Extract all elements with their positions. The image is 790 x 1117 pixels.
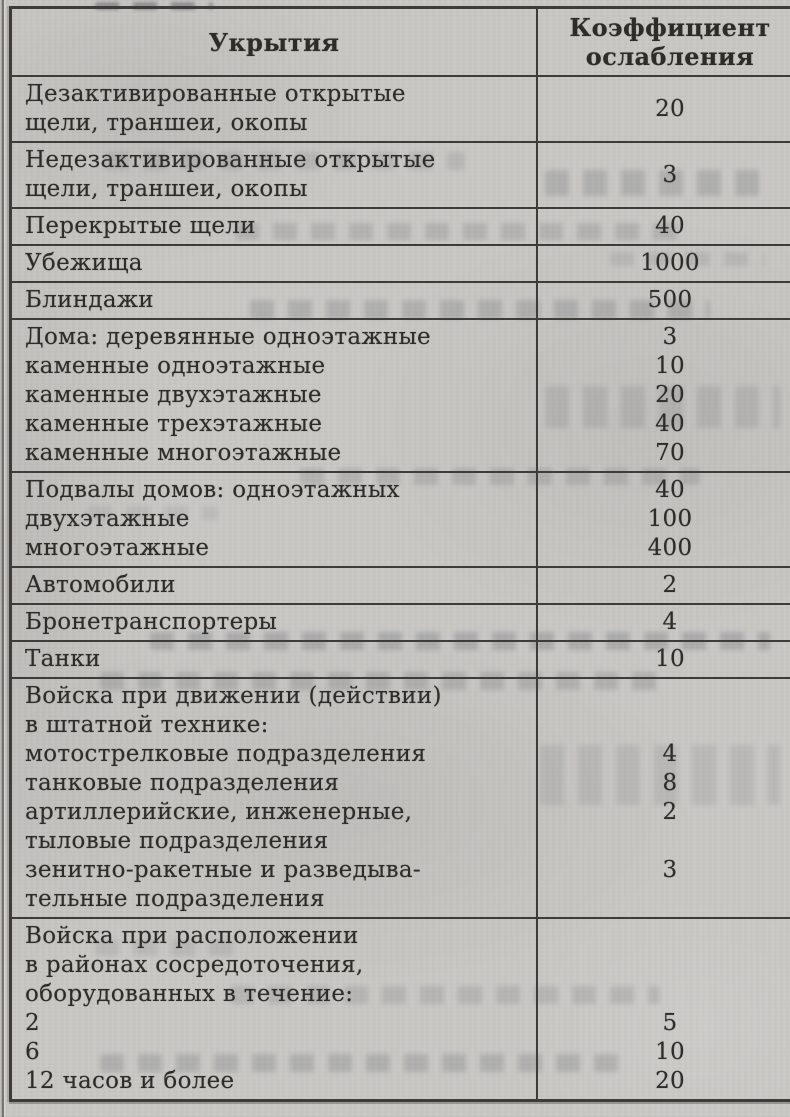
shelter-line: Дома: деревянные одноэтажные xyxy=(25,324,431,350)
shelter-cell xyxy=(11,604,538,641)
shelter-line: Войска при расположении xyxy=(25,923,359,949)
coefficient-value xyxy=(538,951,790,980)
coefficient-value xyxy=(538,827,790,856)
shelter-line: Блиндажи xyxy=(25,287,154,313)
coefficient-value: 3 xyxy=(662,161,678,188)
shelter-line: артиллерийские, инженерные, xyxy=(25,799,413,825)
shelter-line: Дезактивированные открытые xyxy=(25,81,406,107)
shelter-line: Убежища xyxy=(25,250,143,276)
shelter-line: в штатной технике: xyxy=(25,712,269,738)
coefficient-value: 20 xyxy=(655,1068,685,1094)
coefficient-value: 20 xyxy=(655,382,685,408)
table-row xyxy=(11,245,790,282)
coefficient-value xyxy=(538,682,790,711)
coefficient-value: 5 xyxy=(662,1010,678,1036)
table-row xyxy=(11,567,790,604)
header-row xyxy=(11,8,790,77)
shelter-attenuation-table xyxy=(9,6,790,1102)
coefficient-value: 500 xyxy=(647,287,693,313)
coefficient-value: 10 xyxy=(655,353,685,379)
coefficient-cell xyxy=(537,142,790,208)
table-row xyxy=(11,142,790,208)
shelter-line: каменные одноэтажные xyxy=(25,353,326,379)
coefficient-value: 8 xyxy=(662,770,678,796)
coefficient-value: 4 xyxy=(662,609,678,635)
table-row xyxy=(11,641,790,678)
shelter-cell xyxy=(11,472,538,567)
shelter-line: тыловые подразделения xyxy=(25,828,329,854)
shelter-line: Войска при движении (действии) xyxy=(25,683,442,709)
shelter-line: многоэтажные xyxy=(25,535,210,561)
coefficient-value: 100 xyxy=(647,506,693,532)
shelter-cell xyxy=(11,245,538,282)
coefficient-value: 40 xyxy=(655,477,685,503)
coefficient-value: 40 xyxy=(655,411,685,437)
coefficient-cell xyxy=(537,282,790,319)
coefficient-value: 3 xyxy=(662,857,678,883)
shelter-line: зенитно-ракетные и разведыва- xyxy=(25,857,421,883)
shelter-cell xyxy=(11,142,538,208)
shelter-cell xyxy=(11,282,538,319)
shelter-line: щели, траншеи, окопы xyxy=(25,176,308,202)
shelter-line: 6 xyxy=(25,1039,40,1065)
shelter-line: Перекрытые щели xyxy=(25,213,256,239)
table-row xyxy=(11,678,790,918)
coefficient-cell xyxy=(537,918,790,1101)
coefficient-value xyxy=(538,922,790,951)
coefficient-cell xyxy=(537,604,790,641)
coefficient-value: 10 xyxy=(655,646,685,672)
coefficient-cell xyxy=(537,641,790,678)
coefficient-value xyxy=(538,885,790,914)
coefficient-value: 20 xyxy=(655,95,685,122)
table-row xyxy=(11,604,790,641)
shelter-cell xyxy=(11,208,538,245)
shelter-cell xyxy=(11,918,538,1101)
shelter-line: каменные трехэтажные xyxy=(25,411,323,437)
shelter-line: тельные подразделения xyxy=(25,886,325,912)
shelter-line: мотострелковые подразделения xyxy=(25,741,427,767)
coefficient-value: 1000 xyxy=(640,250,700,276)
coefficient-value xyxy=(538,980,790,1009)
shelter-cell xyxy=(11,641,538,678)
shelter-line: 2 xyxy=(25,1010,40,1036)
table-row xyxy=(11,76,790,142)
shelter-line: танковые подразделения xyxy=(25,770,340,796)
shelter-cell xyxy=(11,76,538,142)
coefficient-cell xyxy=(537,208,790,245)
shelter-line: Недезактивированные открытые xyxy=(25,147,436,173)
table-row xyxy=(11,918,790,1101)
shelter-line: Подвалы домов: одноэтажных xyxy=(25,477,400,503)
shelter-line: Автомобили xyxy=(25,572,176,598)
coefficient-value xyxy=(538,711,790,740)
coefficient-cell xyxy=(537,678,790,918)
shelter-line: Танки xyxy=(25,646,101,672)
shelter-cell xyxy=(11,678,538,918)
coefficient-value: 3 xyxy=(662,324,678,350)
shelter-line: в районах сосредоточения, xyxy=(25,952,364,978)
coefficient-cell xyxy=(537,76,790,142)
column-header-coefficient: Коэффициент ослабления xyxy=(537,8,790,77)
shelter-line: Бронетранспортеры xyxy=(25,609,278,635)
table-row xyxy=(11,319,790,472)
coefficient-value: 70 xyxy=(655,440,685,466)
coefficient-value: 2 xyxy=(662,572,678,598)
shelter-line: оборудованных в течение: xyxy=(25,981,354,1007)
coefficient-cell xyxy=(537,567,790,604)
table-row xyxy=(11,208,790,245)
coefficient-value: 400 xyxy=(647,535,693,561)
shelter-line: щели, траншеи, окопы xyxy=(25,110,308,136)
shelter-line: 12 часов и более xyxy=(25,1068,235,1094)
table-row xyxy=(11,472,790,567)
coefficient-cell xyxy=(537,245,790,282)
shelter-line: каменные многоэтажные xyxy=(25,440,342,466)
coefficient-value: 4 xyxy=(662,741,678,767)
shelter-cell xyxy=(11,319,538,472)
coefficient-cell xyxy=(537,472,790,567)
shelter-line: двухэтажные xyxy=(25,506,190,532)
coefficient-cell xyxy=(537,319,790,472)
coefficient-value: 2 xyxy=(662,799,678,825)
coefficient-value: 40 xyxy=(655,213,685,239)
coefficient-value: 10 xyxy=(655,1039,685,1065)
page-spine-edge xyxy=(2,0,4,1117)
column-header-shelters: Укрытия xyxy=(11,8,538,77)
shelter-line: каменные двухэтажные xyxy=(25,382,322,408)
shelter-cell xyxy=(11,567,538,604)
table-row xyxy=(11,282,790,319)
